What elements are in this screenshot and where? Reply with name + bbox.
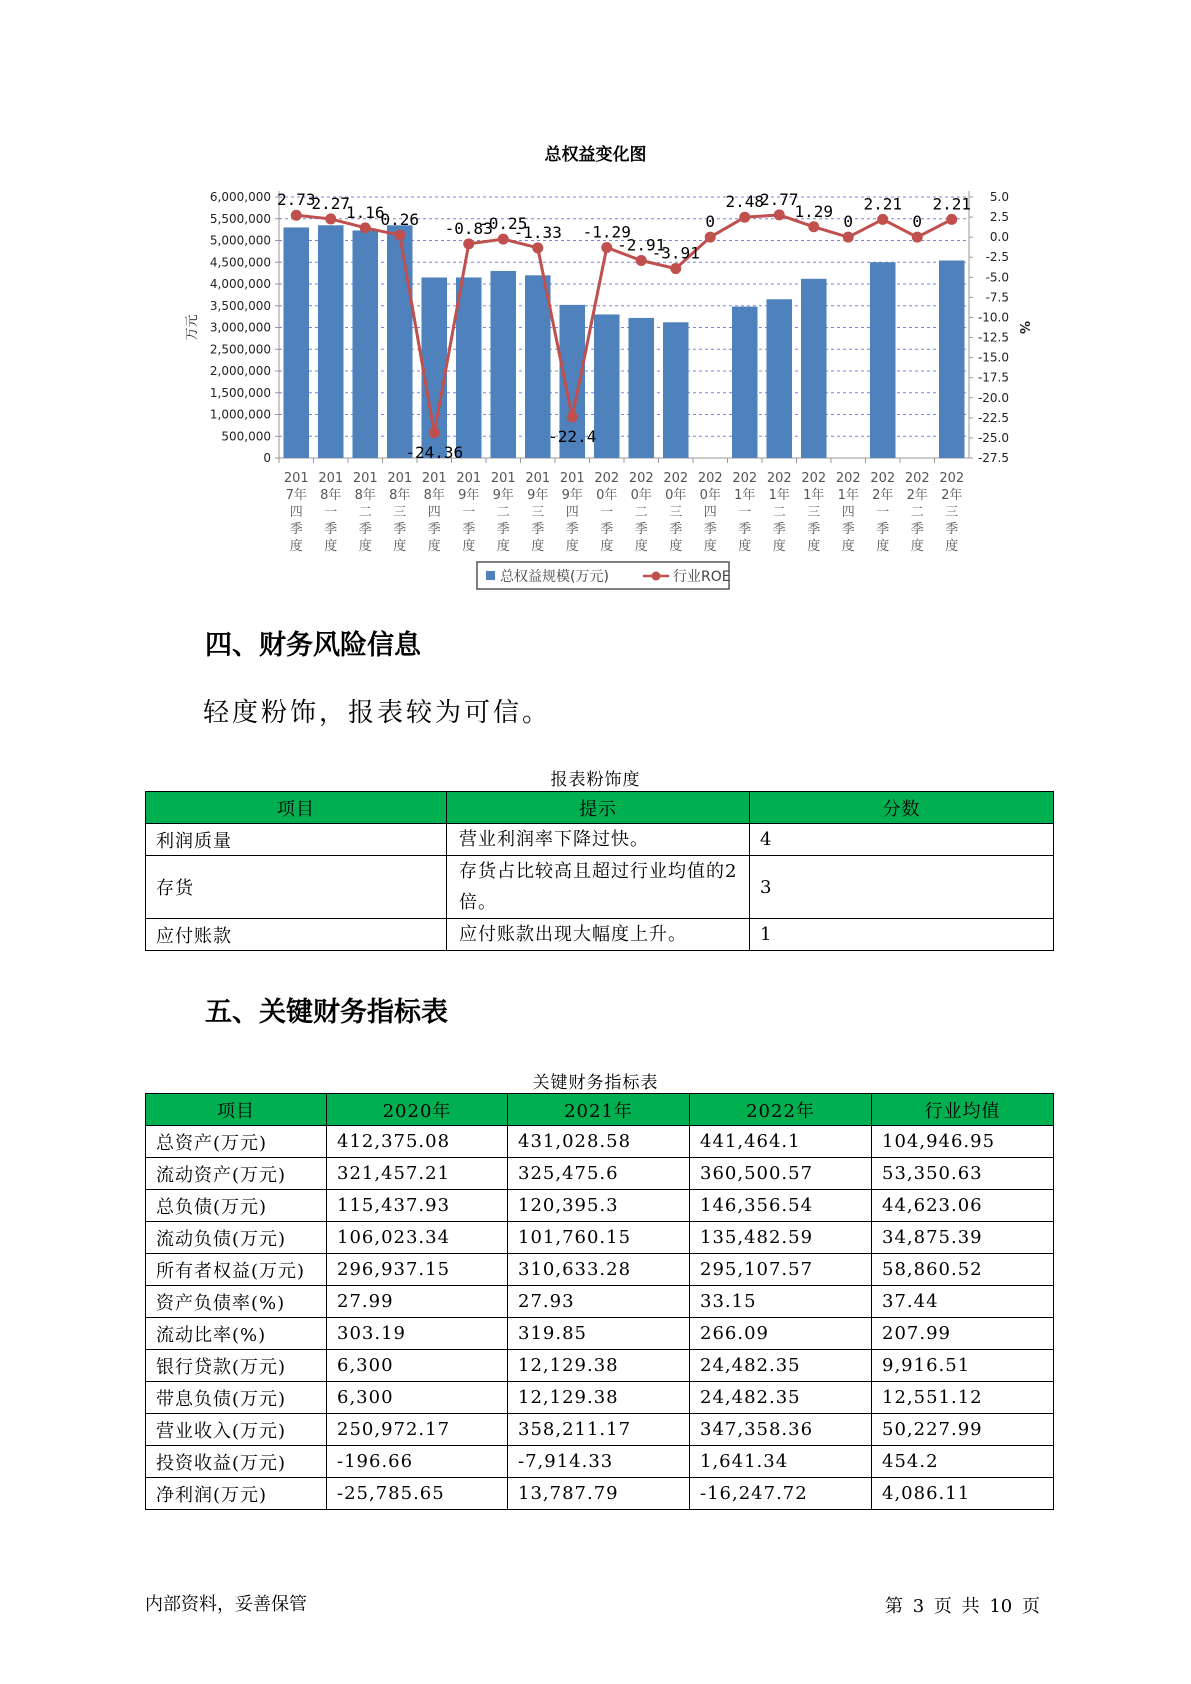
x-tick-label: 一 (462, 505, 476, 520)
roe-point (532, 242, 543, 253)
roe-point (636, 255, 647, 266)
x-tick-label: 季 (876, 522, 890, 537)
x-tick-label: 201 (559, 471, 585, 486)
x-tick-label: 202 (904, 471, 930, 486)
table-row (146, 1382, 1054, 1414)
kf-value: -16,247.72 (690, 1478, 872, 1510)
roe-data-label: -0.25 (479, 214, 528, 234)
kf-value: 34,875.39 (872, 1222, 1054, 1254)
right-tick-label: 2.5 (989, 210, 1009, 225)
left-tick-label: 6,000,000 (209, 190, 271, 204)
roe-data-label: 2.21 (932, 194, 972, 214)
x-tick-label: 202 (732, 471, 758, 486)
x-tick-label: 三 (807, 505, 821, 520)
right-axis-title: % (1016, 320, 1031, 335)
x-tick-label: 三 (945, 505, 959, 520)
x-tick-label: 度 (600, 539, 614, 554)
page-number: 第 3 页 共 10 页 (885, 1596, 1040, 1617)
roe-data-label: 1.16 (345, 202, 385, 222)
kf-value: 441,464.1 (690, 1126, 872, 1158)
roe-point (498, 234, 509, 245)
kf-value: 53,350.63 (872, 1158, 1054, 1190)
x-tick-label: 0年 (596, 488, 618, 503)
roe-data-label: 2.73 (276, 190, 316, 210)
right-tick-label: -25.0 (977, 430, 1009, 445)
kf-value: 24,482.35 (690, 1350, 872, 1382)
roe-point (601, 242, 612, 253)
roe-point (429, 427, 440, 438)
roe-data-label: 2.77 (759, 189, 799, 209)
x-tick-label: 季 (289, 522, 303, 537)
left-tick-label: 5,000,000 (209, 233, 271, 248)
kf-value: 58,860.52 (872, 1254, 1054, 1286)
risk-summary: 轻度粉饰，报表较为可信。 (203, 698, 552, 728)
table-row (146, 919, 1054, 951)
bar (456, 277, 482, 458)
x-tick-label: 季 (565, 522, 579, 537)
kf-value: 9,916.51 (872, 1350, 1054, 1382)
x-tick-label: 9年 (561, 488, 583, 503)
roe-point (291, 210, 302, 221)
roe-data-label: 0 (912, 212, 923, 232)
x-tick-label: 1年 (803, 488, 825, 503)
kf-value: 319.85 (508, 1318, 690, 1350)
x-tick-label: 1年 (734, 488, 756, 503)
x-tick-label: 度 (634, 539, 648, 554)
x-tick-label: 季 (807, 522, 821, 537)
right-tick-label: -20.0 (977, 390, 1009, 405)
x-tick-label: 度 (910, 539, 924, 554)
table-row (146, 1126, 1054, 1158)
kf-value: 431,028.58 (508, 1126, 690, 1158)
right-tick-label: 5.0 (989, 190, 1009, 204)
x-tick-label: 8年 (423, 488, 445, 503)
x-tick-label: 8年 (354, 488, 376, 503)
kf-header-2020: 2020年 (327, 1094, 508, 1126)
roe-point (739, 212, 750, 223)
x-tick-label: 季 (427, 522, 441, 537)
x-tick-label: 二 (358, 505, 372, 520)
x-tick-label: 202 (594, 471, 620, 486)
left-tick-label: 2,000,000 (209, 364, 271, 378)
kf-item: 总资产(万元) (146, 1126, 327, 1158)
risk-score: 4 (750, 824, 1054, 856)
legend-bar-label: 总权益规模(万元) (500, 569, 609, 585)
x-tick-label: 二 (496, 505, 510, 520)
bar (490, 271, 516, 458)
roe-point (567, 412, 578, 423)
key-financials-caption: 关键财务指标表 (532, 1073, 659, 1093)
kf-value: 412,375.08 (327, 1126, 508, 1158)
x-tick-label: 度 (324, 539, 338, 554)
x-tick-label: 度 (876, 539, 890, 554)
kf-item: 总负债(万元) (146, 1190, 327, 1222)
x-tick-label: 202 (628, 471, 654, 486)
left-tick-label: 500,000 (221, 429, 271, 444)
kf-item: 所有者权益(万元) (146, 1254, 327, 1286)
roe-point (877, 214, 888, 225)
bar (318, 225, 344, 458)
x-tick-label: 201 (456, 471, 482, 486)
x-tick-label: 四 (841, 505, 855, 520)
roe-data-label: 0 (843, 212, 854, 232)
kf-value: -196.66 (327, 1446, 508, 1478)
x-tick-label: 2年 (906, 488, 928, 503)
roe-data-label: -0.83 (444, 218, 493, 238)
roe-data-label: -24.36 (405, 442, 464, 462)
bar (283, 227, 309, 458)
x-tick-label: 季 (772, 522, 786, 537)
kf-item: 流动资产(万元) (146, 1158, 327, 1190)
risk-score: 1 (750, 919, 1054, 951)
x-tick-label: 1年 (768, 488, 790, 503)
roe-point (670, 263, 681, 274)
right-tick-label: -15.0 (977, 350, 1009, 365)
x-tick-label: 季 (841, 522, 855, 537)
bar (732, 307, 758, 458)
kf-value: 347,358.36 (690, 1414, 872, 1446)
kf-value: 266.09 (690, 1318, 872, 1350)
x-tick-label: 四 (427, 505, 441, 520)
table-row (146, 1286, 1054, 1318)
x-tick-label: 度 (496, 539, 510, 554)
legend-bar-swatch (486, 571, 495, 580)
x-tick-label: 度 (393, 539, 407, 554)
kf-value: 6,300 (327, 1350, 508, 1382)
kf-value: 360,500.57 (690, 1158, 872, 1190)
x-tick-label: 度 (945, 539, 959, 554)
x-tick-label: 二 (910, 505, 924, 520)
kf-value: 6,300 (327, 1382, 508, 1414)
kf-value: 12,551.12 (872, 1382, 1054, 1414)
risk-tip: 存货占比较高且超过行业均值的2倍。 (447, 856, 750, 919)
risk-header-score: 分数 (750, 792, 1054, 824)
risk-header-tip: 提示 (447, 792, 750, 824)
x-tick-label: 度 (807, 539, 821, 554)
risk-tip: 营业利润率下降过快。 (447, 824, 750, 856)
kf-value: 115,437.93 (327, 1190, 508, 1222)
kf-value: 27.93 (508, 1286, 690, 1318)
kf-value: 12,129.38 (508, 1382, 690, 1414)
kf-value: -7,914.33 (508, 1446, 690, 1478)
chart-title: 总权益变化图 (544, 145, 647, 165)
roe-data-label: 2.48 (725, 192, 765, 212)
x-tick-label: 季 (703, 522, 717, 537)
right-tick-label: -5.0 (985, 270, 1009, 285)
x-tick-label: 季 (669, 522, 683, 537)
x-tick-label: 201 (318, 471, 344, 486)
kf-value: 321,457.21 (327, 1158, 508, 1190)
kf-value: 120,395.3 (508, 1190, 690, 1222)
kf-header-industry-avg: 行业均值 (872, 1094, 1054, 1126)
x-tick-label: 季 (910, 522, 924, 537)
right-tick-label: -22.5 (977, 410, 1009, 425)
right-tick-label: -12.5 (977, 330, 1009, 345)
x-tick-label: 202 (766, 471, 792, 486)
bar (387, 225, 413, 458)
x-tick-label: 度 (358, 539, 372, 554)
legend-line-marker (652, 572, 661, 581)
x-tick-label: 度 (531, 539, 545, 554)
kf-value: 250,972.17 (327, 1414, 508, 1446)
kf-item: 营业收入(万元) (146, 1414, 327, 1446)
roe-data-label: 1.29 (794, 201, 834, 221)
legend-line-label: 行业ROE (673, 569, 731, 585)
kf-header-2022: 2022年 (690, 1094, 872, 1126)
x-tick-label: 0年 (630, 488, 652, 503)
roe-point (946, 214, 957, 225)
table-row (146, 1318, 1054, 1350)
kf-value: 1,641.34 (690, 1446, 872, 1478)
x-tick-label: 季 (496, 522, 510, 537)
x-tick-label: 三 (531, 505, 545, 520)
x-tick-label: 四 (289, 505, 303, 520)
x-tick-label: 202 (801, 471, 827, 486)
kf-value: 296,937.15 (327, 1254, 508, 1286)
kf-item: 流动比率(%) (146, 1318, 327, 1350)
kf-value: 37.44 (872, 1286, 1054, 1318)
x-tick-label: 三 (669, 505, 683, 520)
table-row (146, 856, 1054, 919)
kf-value: 106,023.34 (327, 1222, 508, 1254)
bar (801, 279, 827, 458)
table-row (146, 1478, 1054, 1510)
kf-value: 454.2 (872, 1446, 1054, 1478)
kf-item: 银行贷款(万元) (146, 1350, 327, 1382)
left-tick-label: 1,500,000 (209, 385, 271, 400)
roe-data-label: 0 (705, 212, 716, 232)
kf-item: 资产负债率(%) (146, 1286, 327, 1318)
x-tick-label: 二 (772, 505, 786, 520)
left-tick-label: 3,000,000 (209, 320, 271, 335)
x-tick-label: 四 (565, 505, 579, 520)
kf-header-2021: 2021年 (508, 1094, 690, 1126)
risk-item: 利润质量 (146, 824, 447, 856)
bar (594, 314, 620, 458)
bar (939, 261, 965, 458)
kf-value: -25,785.65 (327, 1478, 508, 1510)
key-financials-table (145, 1093, 1054, 1510)
roe-data-label: -1.29 (582, 222, 631, 242)
x-tick-label: 度 (669, 539, 683, 554)
roe-data-label: 2.21 (863, 194, 903, 214)
x-tick-label: 季 (600, 522, 614, 537)
left-tick-label: 4,000,000 (209, 277, 271, 291)
section-4-title: 四、财务风险信息 (205, 630, 421, 661)
x-tick-label: 202 (870, 471, 896, 486)
x-tick-label: 度 (462, 539, 476, 554)
x-tick-label: 季 (531, 522, 545, 537)
kf-value: 207.99 (872, 1318, 1054, 1350)
table-row (146, 1446, 1054, 1478)
x-tick-label: 201 (387, 471, 413, 486)
x-tick-label: 9年 (527, 488, 549, 503)
x-tick-label: 度 (772, 539, 786, 554)
roe-data-label: -1.33 (513, 222, 562, 242)
x-tick-label: 9年 (492, 488, 514, 503)
table-row (146, 1158, 1054, 1190)
x-tick-label: 度 (738, 539, 752, 554)
kf-value: 50,227.99 (872, 1414, 1054, 1446)
left-tick-label: 0 (263, 451, 271, 465)
roe-point (843, 232, 854, 243)
kf-value: 325,475.6 (508, 1158, 690, 1190)
kf-value: 358,211.17 (508, 1414, 690, 1446)
risk-tip: 应付账款出现大幅度上升。 (447, 919, 750, 951)
x-tick-label: 度 (703, 539, 717, 554)
kf-value: 24,482.35 (690, 1382, 872, 1414)
kf-item: 流动负债(万元) (146, 1222, 327, 1254)
x-tick-label: 季 (634, 522, 648, 537)
x-tick-label: 7年 (285, 488, 307, 503)
x-tick-label: 一 (600, 505, 614, 520)
left-axis-title: 万元 (185, 314, 200, 341)
kf-value: 27.99 (327, 1286, 508, 1318)
bar (870, 262, 896, 458)
bar (663, 322, 689, 458)
section-5-title: 五、关键财务指标表 (205, 997, 448, 1028)
risk-header-item: 项目 (146, 792, 447, 824)
x-tick-label: 202 (939, 471, 965, 486)
x-tick-label: 度 (841, 539, 855, 554)
x-tick-label: 季 (324, 522, 338, 537)
x-tick-label: 0年 (699, 488, 721, 503)
x-tick-label: 201 (525, 471, 551, 486)
x-tick-label: 1年 (837, 488, 859, 503)
risk-item: 存货 (146, 856, 447, 919)
table-row (146, 824, 1054, 856)
kf-value: 104,946.95 (872, 1126, 1054, 1158)
roe-data-label: 0.26 (380, 210, 420, 230)
roe-point (463, 238, 474, 249)
kf-value: 295,107.57 (690, 1254, 872, 1286)
x-tick-label: 0年 (665, 488, 687, 503)
kf-value: 146,356.54 (690, 1190, 872, 1222)
left-tick-label: 4,500,000 (209, 255, 271, 270)
roe-point (394, 230, 405, 241)
roe-data-label: -22.4 (548, 427, 597, 447)
x-tick-label: 度 (565, 539, 579, 554)
table-row (146, 1190, 1054, 1222)
x-tick-label: 一 (324, 505, 338, 520)
kf-value: 135,482.59 (690, 1222, 872, 1254)
bar (628, 318, 654, 458)
kf-value: 33.15 (690, 1286, 872, 1318)
right-tick-label: -10.0 (977, 310, 1009, 325)
kf-item: 净利润(万元) (146, 1478, 327, 1510)
x-tick-label: 季 (358, 522, 372, 537)
kf-value: 101,760.15 (508, 1222, 690, 1254)
risk-table-caption: 报表粉饰度 (550, 770, 641, 790)
right-tick-label: -7.5 (985, 290, 1009, 305)
bar (766, 299, 792, 458)
table-row (146, 1222, 1054, 1254)
table-row (146, 1254, 1054, 1286)
equity-chart (0, 0, 1191, 600)
x-tick-label: 四 (703, 505, 717, 520)
x-tick-label: 季 (945, 522, 959, 537)
x-tick-label: 201 (490, 471, 516, 486)
x-tick-label: 201 (352, 471, 378, 486)
kf-value: 44,623.06 (872, 1190, 1054, 1222)
x-tick-label: 一 (738, 505, 752, 520)
roe-data-label: -2.91 (617, 235, 666, 255)
x-tick-label: 季 (393, 522, 407, 537)
left-tick-label: 2,500,000 (209, 342, 271, 357)
left-tick-label: 3,500,000 (209, 298, 271, 313)
kf-value: 4,086.11 (872, 1478, 1054, 1510)
x-tick-label: 三 (393, 505, 407, 520)
x-tick-label: 度 (289, 539, 303, 554)
right-tick-label: 0.0 (989, 230, 1009, 245)
kf-value: 12,129.38 (508, 1350, 690, 1382)
table-row (146, 1350, 1054, 1382)
risk-table (145, 791, 1054, 951)
left-tick-label: 5,500,000 (209, 211, 271, 226)
x-tick-label: 202 (835, 471, 861, 486)
roe-point (774, 209, 785, 220)
bar (352, 230, 378, 458)
kf-item: 带息负债(万元) (146, 1382, 327, 1414)
roe-point (808, 221, 819, 232)
x-tick-label: 201 (421, 471, 447, 486)
kf-header-item: 项目 (146, 1094, 327, 1126)
roe-data-label: -3.91 (651, 243, 700, 263)
table-row (146, 1414, 1054, 1446)
right-tick-label: -2.5 (985, 250, 1009, 265)
right-tick-label: -27.5 (977, 451, 1009, 465)
risk-score: 3 (750, 856, 1054, 919)
roe-data-label: 2.27 (311, 193, 351, 213)
x-tick-label: 202 (663, 471, 689, 486)
kf-item: 投资收益(万元) (146, 1446, 327, 1478)
x-tick-label: 2年 (941, 488, 963, 503)
right-tick-label: -17.5 (977, 370, 1009, 385)
kf-value: 310,633.28 (508, 1254, 690, 1286)
roe-point (360, 222, 371, 233)
bar (525, 275, 551, 458)
x-tick-label: 202 (697, 471, 723, 486)
kf-value: 13,787.79 (508, 1478, 690, 1510)
x-tick-label: 8年 (320, 488, 342, 503)
x-tick-label: 2年 (872, 488, 894, 503)
x-tick-label: 度 (427, 539, 441, 554)
risk-item: 应付账款 (146, 919, 447, 951)
x-tick-label: 二 (634, 505, 648, 520)
roe-point (325, 213, 336, 224)
left-tick-label: 1,000,000 (209, 407, 271, 422)
x-tick-label: 季 (462, 522, 476, 537)
roe-point (912, 232, 923, 243)
x-tick-label: 季 (738, 522, 752, 537)
x-tick-label: 一 (876, 505, 890, 520)
x-tick-label: 8年 (389, 488, 411, 503)
footer-note: 内部资料，妥善保管 (145, 1594, 307, 1615)
x-tick-label: 201 (283, 471, 309, 486)
x-tick-label: 9年 (458, 488, 480, 503)
kf-value: 303.19 (327, 1318, 508, 1350)
roe-point (705, 232, 716, 243)
